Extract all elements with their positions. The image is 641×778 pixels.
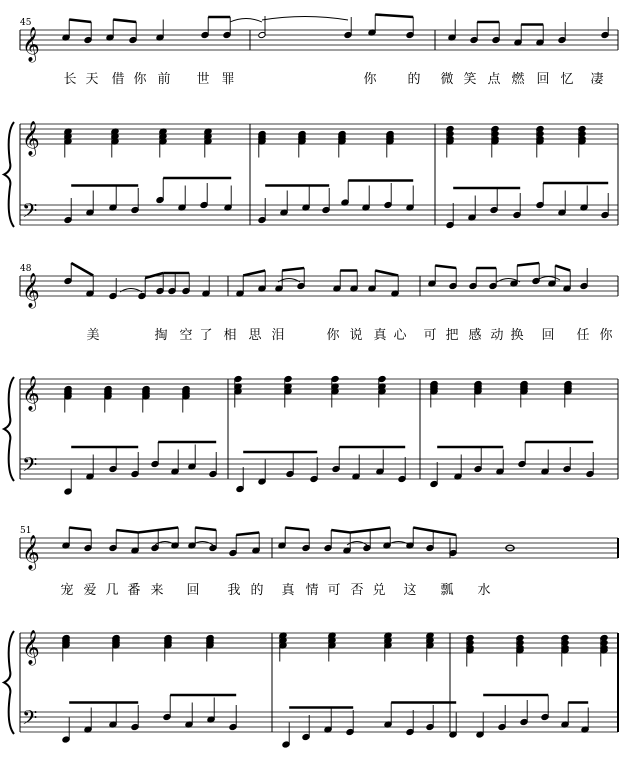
tie [120,289,142,293]
note [492,22,500,44]
note [363,530,371,552]
lyric-syllable: 点 [487,72,501,87]
note [324,708,332,734]
lyric-syllable: 前 [157,72,171,87]
note [558,22,566,44]
note [223,17,231,39]
note [131,188,139,214]
note [368,15,376,37]
lyric-syllable: 番 [127,583,141,598]
beam [285,528,309,531]
note [541,695,549,721]
beam [331,530,350,533]
note [532,263,540,285]
note [362,186,370,212]
beam [555,266,570,271]
note [84,708,92,734]
note [376,450,384,476]
note [324,530,332,552]
note [84,22,92,44]
note [384,703,392,729]
lyric-syllable: 感 [468,328,482,343]
tie [278,279,300,283]
lyric-syllable: 瓢 [440,583,454,598]
beam [71,263,93,276]
note [229,705,237,731]
note [601,193,609,219]
lyric-syllable: 微 [440,72,454,87]
note [302,530,310,552]
lyric-syllable: 借 [111,72,125,87]
note [398,457,406,483]
beam [236,533,259,536]
note [131,452,139,478]
note [258,198,266,224]
treble-clef-icon: 𝄞 [22,630,40,665]
staff [20,633,618,653]
note [86,191,94,217]
lyric-syllable: 来 [150,583,164,598]
note [200,183,208,209]
beam [116,530,138,533]
treble-clef-icon: 𝄞 [22,121,40,156]
note [520,700,528,726]
beam [195,528,216,531]
note [341,181,349,207]
lyric-syllable: 换 [510,328,524,343]
bass-clef-icon: 𝄢 [22,199,38,227]
note [426,705,434,731]
note [209,452,217,478]
lyric-syllable: 可 [423,328,437,343]
beam [243,271,265,276]
lyric-syllable: 笑 [463,72,477,87]
note [580,186,588,212]
note [446,203,454,229]
bass-clef-icon: 𝄢 [22,453,38,481]
lyric-syllable: 燃 [511,72,525,87]
note [109,703,117,729]
note [151,442,159,468]
note [586,452,594,478]
lyric-syllable: 几 [105,583,119,598]
note [496,450,504,476]
lyric-syllable: 动 [490,328,504,343]
measure-number: 51 [20,526,32,536]
note [224,186,232,212]
note [236,467,244,493]
note [64,198,72,224]
note [469,268,477,290]
lyric-syllable: 你 [363,72,377,87]
note [171,450,179,476]
note [513,193,521,219]
lyric-syllable: 可 [327,583,341,598]
brace [4,122,14,227]
note [406,710,414,736]
beam [282,268,304,271]
note [468,196,476,222]
beam [435,266,456,269]
note [310,457,318,483]
lyric-syllable: 心 [393,328,407,343]
lyric-syllable: 真 [281,583,295,598]
bass-clef-icon: 𝄢 [22,706,38,734]
treble-clef-icon: 𝄞 [22,27,40,62]
lyric-syllable: 否 [350,583,364,598]
note [561,703,569,729]
lyric-syllable: 任 [576,328,590,343]
note [476,713,484,739]
note [498,705,506,731]
lyric-syllable: 你 [599,328,613,343]
note [536,183,544,209]
staff [20,124,618,144]
note [163,695,171,721]
note [580,268,588,290]
lyric-syllable: 我 [227,583,241,598]
beam [113,20,136,23]
lyric-syllable: 泪 [271,328,285,343]
note [518,442,526,468]
lyric-syllable: 真 [373,328,387,343]
note [490,188,498,214]
treble-clef-icon: 𝄞 [22,535,40,570]
beam [69,528,91,531]
note [558,191,566,217]
note [188,445,196,471]
beam [375,15,413,18]
lyric-syllable: 回 [541,328,555,343]
tie [230,19,262,23]
note [109,447,117,473]
note [563,447,571,473]
note [209,530,217,552]
lyric-syllable: 爱 [83,583,97,598]
treble-clef-icon: 𝄞 [22,273,40,308]
lyric-syllable: 空 [179,328,193,343]
note [332,447,340,473]
lyric-syllable: 了 [199,328,213,343]
note [109,186,117,212]
note [109,530,117,552]
note [449,268,457,290]
note [185,703,193,729]
note [302,186,310,212]
beam [69,20,91,23]
lyric-syllable: 掏 [154,328,168,343]
lyric-syllable: 兑 [372,583,386,598]
note [86,455,94,481]
note [64,263,72,285]
note [601,17,609,39]
note [178,186,186,212]
staff [20,276,618,296]
note [581,708,589,734]
beam [145,273,163,278]
measure-number: 45 [20,18,32,28]
treble-clef-icon: 𝄞 [22,376,40,411]
note [282,723,290,749]
tie [262,17,348,21]
note [406,17,414,39]
note [297,268,305,290]
lyric-syllable: 你 [133,72,147,87]
lyric-syllable: 凄 [590,72,604,87]
lyric-syllable: 把 [445,328,459,343]
note [489,268,497,290]
note [62,718,70,744]
lyric-syllable: 说 [349,328,363,343]
lyric-syllable: 这 [403,583,417,598]
lyric-syllable: 美 [86,328,100,343]
note [258,460,266,486]
note [426,530,434,552]
note [64,470,72,496]
note [286,452,294,478]
tie [537,277,560,281]
lyric-syllable: 情 [305,583,319,598]
brace [4,377,14,481]
lyric-syllable: 你 [326,328,340,343]
note [541,450,549,476]
brace [4,631,14,734]
lyric-syllable: 思 [248,328,262,343]
note [384,183,392,209]
note [454,455,462,481]
beam [413,528,456,536]
lyric-syllable: 的 [250,583,264,598]
note [474,447,482,473]
lyric-syllable: 宠 [60,583,74,598]
note [430,462,438,488]
lyric-syllable: 水 [477,583,491,598]
lyric-syllable: 忆 [560,72,574,87]
note [406,186,414,212]
note [131,705,139,731]
lyric-syllable: 天 [85,72,99,87]
note [470,22,478,44]
note [344,17,352,39]
lyric-syllable: 相 [223,328,237,343]
beam [375,271,398,276]
lyric-syllable: 世 [196,72,210,87]
note [201,17,209,39]
note [280,191,288,217]
note [156,178,164,204]
note [346,710,354,736]
note [207,698,215,724]
note [129,22,137,44]
note [302,715,310,741]
lyric-syllable: 罪 [221,72,235,87]
beam [517,263,539,266]
note [322,188,330,214]
measure-number: 48 [20,264,32,274]
note [151,530,159,552]
lyric-syllable: 长 [63,72,77,87]
note [84,530,92,552]
lyric-syllable: 的 [407,72,421,87]
lyric-syllable: 回 [536,72,550,87]
note [352,455,360,481]
staff [20,712,618,732]
lyric-syllable: 回 [186,583,200,598]
